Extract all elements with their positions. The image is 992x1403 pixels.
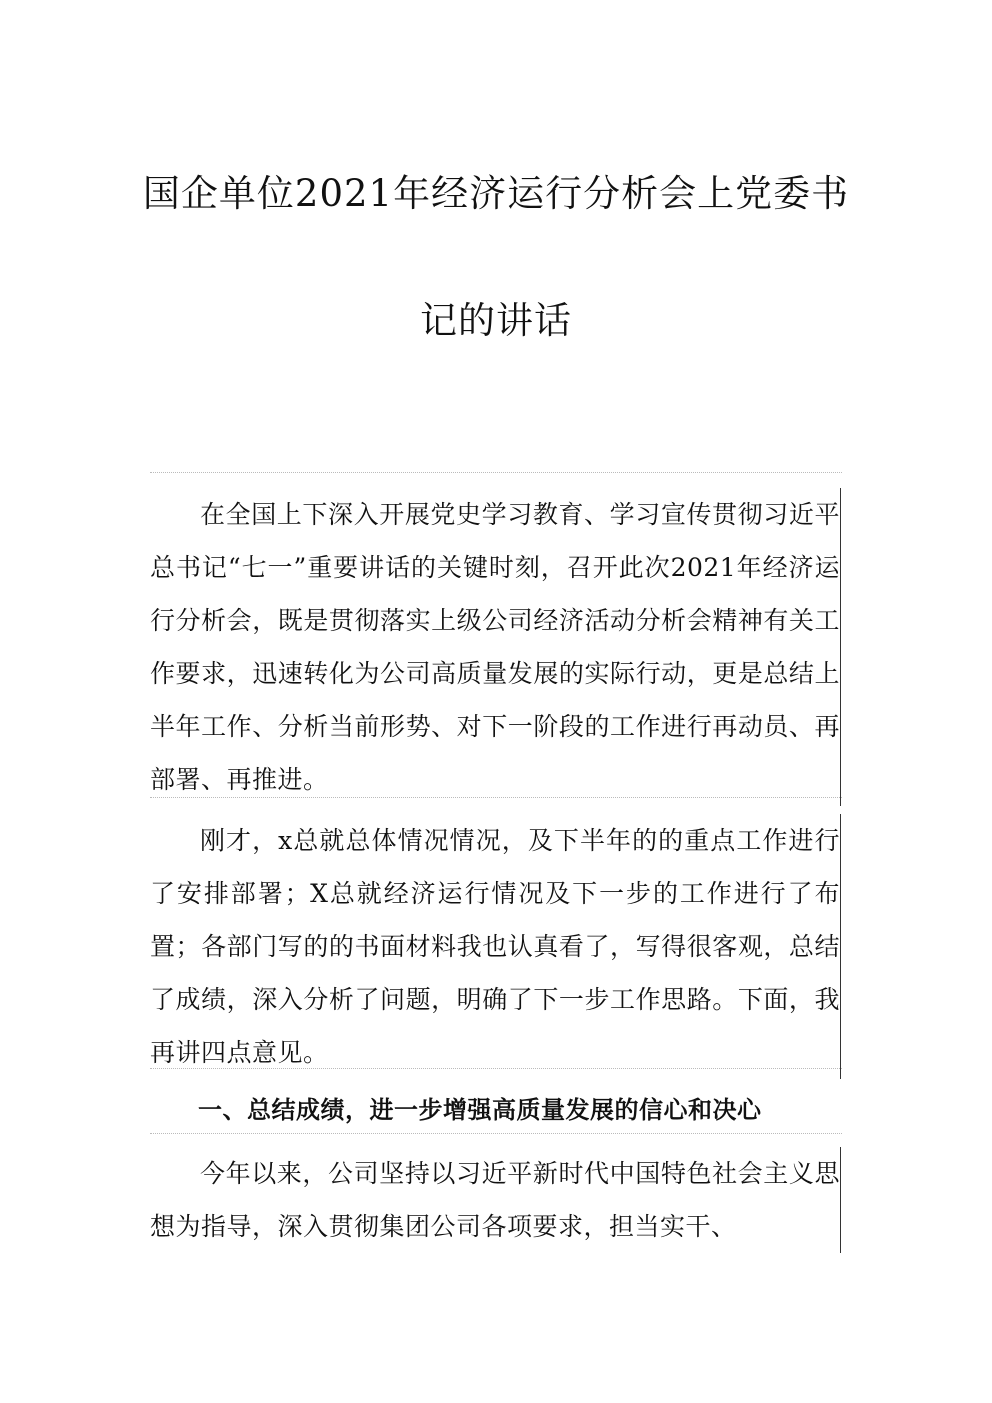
- paragraph-block: [150, 814, 841, 1079]
- dotted-divider: [150, 797, 842, 798]
- paragraph-block: [150, 1147, 841, 1253]
- dotted-divider: [150, 1133, 842, 1134]
- document-title-line-2: 记的讲话: [420, 299, 572, 342]
- section-heading: 一、总结成绩，进一步增强高质量发展的信心和决心: [198, 1096, 762, 1124]
- paragraph-block: [150, 488, 841, 806]
- document-title-line-1: 国企单位2021年经济运行分析会上党委书: [142, 172, 850, 215]
- body-paragraph: 在全国上下深入开展党史学习教育、学习宣传贯彻习近平总书记“七一”重要讲话的关键时刻，召开此次2021年经济运行分析会，既是贯彻落实上级公司经济活动分析会精神有关工作要求，迅速转化为公司高质量发展的实际行动，更是总结上半年工作、分析当前形势、对下一阶段的工作进行再动员、再部署、再推进。: [150, 500, 840, 794]
- body-paragraph: 刚才，x总就总体情况情况，及下半年的的重点工作进行了安排部署；X总就经济运行情况及下一步的工作进行了布置；各部门写的的书面材料我也认真看了，写得很客观，总结了成绩，深入分析了问题，明确了下一步工作思路。下面，我再讲四点意见。: [150, 826, 840, 1067]
- heading-block: [150, 1083, 840, 1137]
- body-paragraph: 今年以来，公司坚持以习近平新时代中国特色社会主义思想为指导，深入贯彻集团公司各项要求，担当实干、: [150, 1159, 840, 1241]
- dotted-divider: [150, 472, 842, 473]
- dotted-divider: [150, 1068, 842, 1069]
